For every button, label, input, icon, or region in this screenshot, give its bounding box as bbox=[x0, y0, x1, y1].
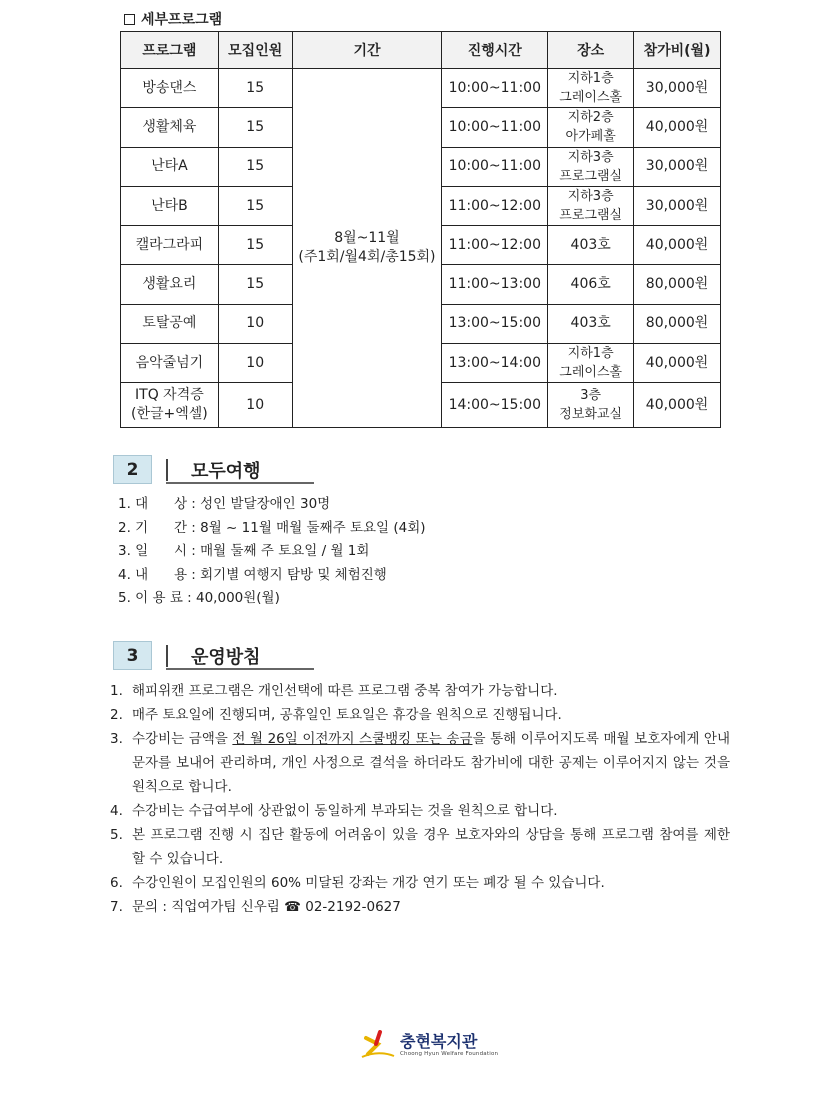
list-item-number: 7. bbox=[110, 899, 123, 915]
table-header-row bbox=[121, 32, 721, 69]
logo-subtitle: Choong Hyun Welfare Foundation bbox=[400, 1051, 499, 1057]
list-item-text: 매주 토요일에 진행되며, 공휴일인 토요일은 휴강을 원칙으로 진행됩니다. bbox=[132, 707, 562, 723]
cell-time: 11:00~13:00 bbox=[442, 265, 548, 304]
list-item-text: 수강비는 금액을 전 월 26일 이전까지 스쿨뱅킹 또는 송금을 통해 이루어지도록 매월 보호자에게 안내 문자를 보내어 관리하며, 개인 사정으로 결석을 하더라도 참가비에 대한 공제는 이루어지지 않는 것을 원칙으로 합니다. bbox=[132, 731, 730, 795]
cell-program: 난타A bbox=[121, 147, 219, 186]
cell-fee: 30,000원 bbox=[634, 69, 721, 108]
cell-location: 지하1층 그레이스홀 bbox=[548, 69, 634, 108]
cell-location: 지하2층 아가페홀 bbox=[548, 108, 634, 147]
header-time: 진행시간 bbox=[442, 32, 548, 69]
list-item: 1. 대 상 : 성인 발달장애인 30명 bbox=[118, 496, 331, 512]
cell-time: 10:00~11:00 bbox=[442, 69, 548, 108]
cell-program: 방송댄스 bbox=[121, 69, 219, 108]
section3-title: 운영방침 bbox=[191, 646, 261, 668]
cell-location: 403호 bbox=[548, 226, 634, 265]
list-item bbox=[110, 727, 730, 799]
list-item-number: 3. bbox=[110, 731, 123, 747]
list-item-number: 1. bbox=[110, 683, 123, 699]
cell-program: 난타B bbox=[121, 186, 219, 225]
cell-location: 403호 bbox=[548, 304, 634, 343]
list-item-number: 4. bbox=[110, 803, 123, 819]
section2-underline bbox=[166, 482, 314, 484]
cell-time: 10:00~11:00 bbox=[442, 108, 548, 147]
cell-count: 15 bbox=[218, 108, 292, 147]
list-item bbox=[110, 871, 730, 895]
program-table bbox=[120, 31, 721, 428]
list-item-number: 5. bbox=[110, 827, 123, 843]
table-row bbox=[121, 69, 721, 108]
cell-time: 13:00~15:00 bbox=[442, 304, 548, 343]
section3-underline bbox=[166, 668, 314, 670]
list-item-text: 문의 : 직업여가팀 신우림 ☎ 02-2192-0627 bbox=[132, 899, 401, 915]
cell-location: 지하3층 프로그램실 bbox=[548, 147, 634, 186]
list-item bbox=[110, 799, 730, 823]
cell-program: 토탈공예 bbox=[121, 304, 219, 343]
cell-fee: 40,000원 bbox=[634, 383, 721, 428]
cell-time: 11:00~12:00 bbox=[442, 186, 548, 225]
section2-divider bbox=[166, 459, 168, 481]
list-item bbox=[110, 679, 730, 703]
cell-time: 10:00~11:00 bbox=[442, 147, 548, 186]
section3-number: 3 bbox=[113, 641, 152, 670]
section2-number: 2 bbox=[113, 455, 152, 484]
underlined-text: 전 월 26일 이전까지 스쿨뱅킹 또는 송금 bbox=[232, 731, 473, 747]
list-item bbox=[110, 823, 730, 871]
cell-program: 음악줄넘기 bbox=[121, 344, 219, 383]
list-item-number: 2. bbox=[110, 707, 123, 723]
cell-period: 8월~11월 (주1회/월4회/총15회) bbox=[292, 69, 442, 428]
cell-fee: 80,000원 bbox=[634, 265, 721, 304]
cell-fee: 40,000원 bbox=[634, 108, 721, 147]
cell-fee: 30,000원 bbox=[634, 186, 721, 225]
cell-program: ITQ 자격증 (한글+엑셀) bbox=[121, 383, 219, 428]
detail-program-heading: 세부프로그램 bbox=[124, 9, 222, 29]
cell-fee: 40,000원 bbox=[634, 344, 721, 383]
section2-list bbox=[118, 493, 426, 611]
header-fee: 참가비(월) bbox=[634, 32, 721, 69]
section3-list bbox=[110, 679, 730, 919]
cell-count: 15 bbox=[218, 147, 292, 186]
list-item bbox=[110, 895, 730, 919]
cell-count: 10 bbox=[218, 344, 292, 383]
cell-location: 3층 정보화교실 bbox=[548, 383, 634, 428]
cell-count: 15 bbox=[218, 226, 292, 265]
cell-location: 지하3층 프로그램실 bbox=[548, 186, 634, 225]
logo-name: 충현복지관 bbox=[400, 1032, 478, 1051]
cell-program: 캘라그라피 bbox=[121, 226, 219, 265]
cell-location: 406호 bbox=[548, 265, 634, 304]
list-item-number: 6. bbox=[110, 875, 123, 891]
header-period: 기간 bbox=[292, 32, 442, 69]
header-location: 장소 bbox=[548, 32, 634, 69]
list-item: 5. 이 용 료 : 40,000원(월) bbox=[118, 590, 280, 606]
list-item: 2. 기 간 : 8월 ~ 11월 매월 둘째주 토요일 (4회) bbox=[118, 519, 426, 536]
cell-count: 10 bbox=[218, 383, 292, 428]
cell-program: 생활요리 bbox=[121, 265, 219, 304]
cell-time: 13:00~14:00 bbox=[442, 344, 548, 383]
section2-header bbox=[113, 455, 261, 484]
footer-logo bbox=[360, 1030, 498, 1060]
list-item bbox=[110, 703, 730, 727]
cell-count: 15 bbox=[218, 186, 292, 225]
cell-count: 15 bbox=[218, 69, 292, 108]
list-item-text: 본 프로그램 진행 시 집단 활동에 어려움이 있을 경우 보호자와의 상담을 통해 프로그램 참여를 제한 할 수 있습니다. bbox=[132, 827, 730, 867]
section2-title: 모두여행 bbox=[191, 460, 261, 482]
list-item: 4. 내 용 : 회기별 여행지 탐방 및 체험진행 bbox=[118, 566, 387, 583]
list-item-text: 수강비는 수급여부에 상관없이 동일하게 부과되는 것을 원칙으로 합니다. bbox=[132, 803, 558, 819]
cell-fee: 40,000원 bbox=[634, 226, 721, 265]
cell-time: 11:00~12:00 bbox=[442, 226, 548, 265]
header-count: 모집인원 bbox=[218, 32, 292, 69]
cell-count: 15 bbox=[218, 265, 292, 304]
cell-fee: 30,000원 bbox=[634, 147, 721, 186]
list-item-text: 해피위캔 프로그램은 개인선택에 따른 프로그램 중복 참여가 가능합니다. bbox=[132, 683, 558, 699]
header-program: 프로그램 bbox=[121, 32, 219, 69]
cell-location: 지하1층 그레이스홀 bbox=[548, 344, 634, 383]
cell-program: 생활체육 bbox=[121, 108, 219, 147]
checkbox-bullet-icon bbox=[124, 14, 135, 25]
section3-divider bbox=[166, 645, 168, 667]
cell-fee: 80,000원 bbox=[634, 304, 721, 343]
logo-mark-icon bbox=[360, 1030, 396, 1060]
list-item: 3. 일 시 : 매월 둘째 주 토요일 / 월 1회 bbox=[118, 543, 370, 559]
list-item-text: 수강인원이 모집인원의 60% 미달된 강좌는 개강 연기 또는 폐강 될 수 있습니다. bbox=[132, 875, 605, 891]
cell-count: 10 bbox=[218, 304, 292, 343]
cell-time: 14:00~15:00 bbox=[442, 383, 548, 428]
section3-header bbox=[113, 641, 261, 670]
